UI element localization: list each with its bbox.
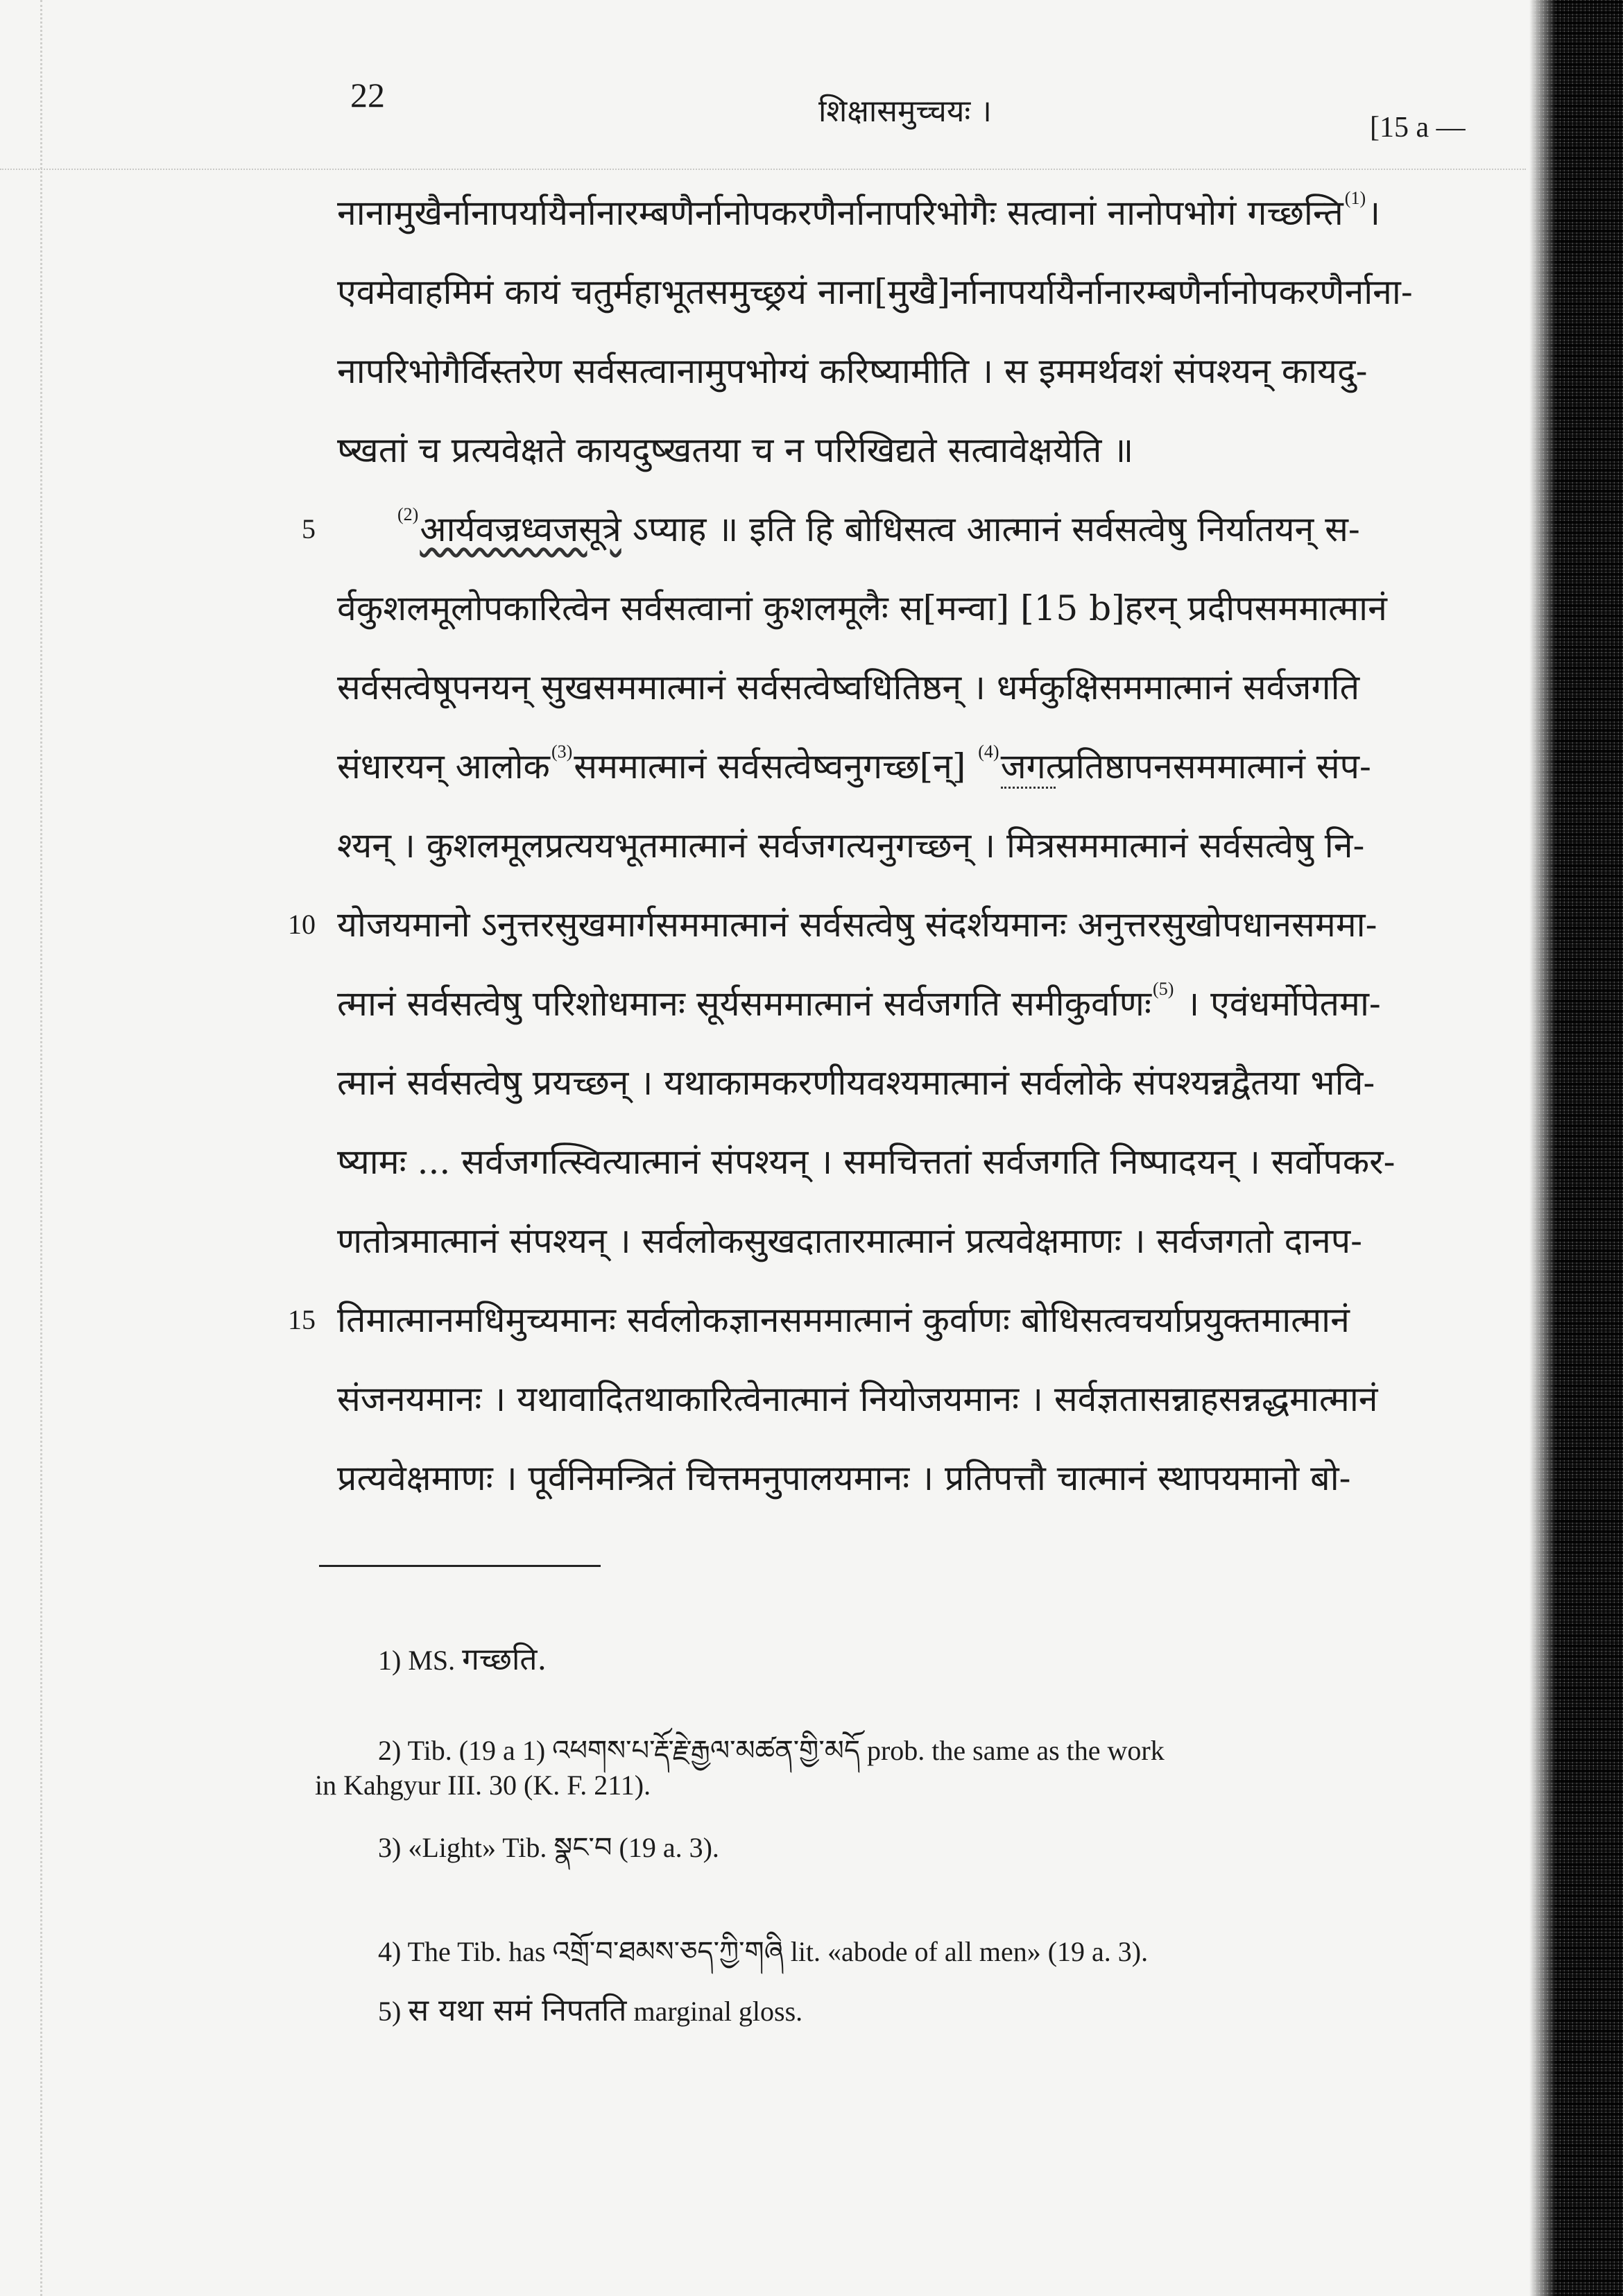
footnote-label: 2) Tib. (19 a 1) <box>378 1735 546 1766</box>
footnote-4 <box>378 1920 1148 1998</box>
footnote-label: 4) The Tib. has <box>378 1936 546 1967</box>
text-line-14 <box>337 1201 1526 1280</box>
footnote-separator <box>319 1565 601 1567</box>
text-segment: प्रतिष्ठापनसममात्मानं संप- <box>1056 746 1371 787</box>
text-segment: र्वकुशलमूलोपकारित्वेन सर्वसत्वानां कुशलमूलैः स[मन्वा] [15 b]हरन् प्रदीपसममात्मानं <box>337 588 1387 628</box>
footnote-tibetan: འཕགས་པ་རྡོ་རྗེ་རྒྱལ་མཚན་གྱི་མདོ <box>552 1735 860 1767</box>
footnote-3 <box>378 1816 719 1894</box>
text-segment: संजनयमानः । यथावादितथाकारित्वेनात्मानं नियोजयमानः । सर्वज्ञतासन्नाहसन्नद्धमात्मानं <box>337 1379 1378 1419</box>
text-segment: नापरिभोगैर्विस्तरेण सर्वसत्वानामुपभोग्यं करिष्यामीति । स इममर्थवशं संपश्यन् कायदु- <box>337 351 1368 391</box>
text-line-16 <box>337 1360 1526 1439</box>
text-line-3 <box>337 332 1526 411</box>
page-number: 22 <box>350 76 385 114</box>
scan-artifact-top-line <box>0 169 1526 170</box>
text-segment: तिमात्मानमधिमुच्यमानः सर्वलोकज्ञानसममात्मानं कुर्वाणः बोधिसत्वचर्याप्रयुक्तमात्मानं <box>337 1300 1350 1340</box>
text-segment: सर्वसत्वेषूपनयन् सुखसममात्मानं सर्वसत्वेष्वधितिष्ठन् । धर्मकुक्षिसममात्मानं सर्वजगति <box>337 667 1360 708</box>
text-segment: संधारयन् आलोक <box>337 746 550 787</box>
text-segment: ष्यामः ... सर्वजगत्स्वित्यात्मानं संपश्यन् । समचित्ततां सर्वजगति निष्पादयन् । सर्वोपकर- <box>337 1142 1396 1182</box>
footnote-ref-1: (1) <box>1344 188 1366 208</box>
scan-artifact-left-edge <box>40 0 42 2296</box>
text-line-1 <box>337 173 1526 252</box>
text-segment: त्मानं सर्वसत्वेषु परिशोधमानः सूर्यसममात्मानं सर्वजगति समीकुर्वाणः <box>337 984 1152 1024</box>
footnote-ref-3: (3) <box>551 742 573 762</box>
footnote-text: lit. «abode of all men» (19 a. 3). <box>790 1936 1149 1967</box>
footnote-ref-4: (4) <box>978 742 999 762</box>
footnote-tibetan: འགྲོ་བ་ཐམས་ཅད་ཀྱི་གཞི <box>552 1936 784 1968</box>
text-segment: श्यन् । कुशलमूलप्रत्ययभूतमात्मानं सर्वजगत्यनुगच्छन् । मित्रसममात्मानं सर्वसत्वेषु नि- <box>337 825 1365 866</box>
sutra-title: आर्यवज्रध्वजसूत्रे <box>420 509 621 549</box>
line-number-15: 15 <box>288 1304 316 1335</box>
main-text-block <box>337 173 1526 1518</box>
text-line-17 <box>337 1439 1526 1518</box>
footnote-label: 5) <box>378 1996 402 2027</box>
text-line-8 <box>337 727 1526 806</box>
text-segment: प्रत्यवेक्षमाणः । पूर्वनिमन्त्रितं चित्तमनुपालयमानः । प्रतिपत्तौ चात्मानं स्थापयमानो बो- <box>337 1458 1351 1498</box>
text-line-4 <box>337 411 1526 490</box>
footnote-1 <box>378 1637 547 1679</box>
text-line-9 <box>337 806 1526 885</box>
footnote-text: (19 a. 3). <box>619 1832 719 1863</box>
footnote-label: 1) MS. <box>378 1645 456 1676</box>
footnote-tibetan: སྣང་བ <box>553 1832 612 1864</box>
text-segment: ऽप्याह ॥ इति हि बोधिसत्व आत्मानं सर्वसत्वेषु निर्यातयन् स- <box>621 509 1360 549</box>
text-line-15 <box>337 1280 1526 1360</box>
text-segment: सममात्मानं सर्वसत्वेष्वनुगच्छ[न्] <box>574 746 977 787</box>
footnote-ref-2: (2) <box>397 504 419 524</box>
footnote-2-continuation: in Kahgyur III. 30 (K. F. 211). <box>315 1770 651 1801</box>
text-line-10 <box>337 885 1526 964</box>
text-line-11 <box>337 964 1526 1043</box>
text-line-5 <box>337 490 1526 569</box>
text-line-13 <box>337 1122 1526 1201</box>
line-number-5: 5 <box>302 513 316 545</box>
text-line-7 <box>337 648 1526 727</box>
text-line-2 <box>337 252 1526 332</box>
footnote-devanagari: गच्छति. <box>462 1642 547 1677</box>
text-segment: नानामुखैर्नानापर्यायैर्नानारम्बणैर्नानोपकरणैर्नानापरिभोगैः सत्वानां नानोपभोगं गच्छन्ति <box>337 193 1343 233</box>
footnote-ref-5: (5) <box>1153 979 1174 999</box>
text-segment: एवमेवाहमिमं कायं चतुर्महाभूतसमुच्छ्रयं नाना[मुखै]र्नानापर्यायैर्नानारम्बणैर्नानोपकरणैर्नाना- <box>337 272 1413 312</box>
text-line-12 <box>337 1043 1526 1122</box>
footnote-5 <box>378 1988 802 2030</box>
text-segment: णतोत्रमात्मानं संपश्यन् । सर्वलोकसुखदातारमात्मानं प्रत्यवेक्षमाणः । सर्वजगतो दानप- <box>337 1221 1363 1261</box>
footnote-devanagari: स यथा समं निपतति <box>408 1993 627 2028</box>
footnote-text: prob. the same as the work <box>866 1735 1165 1766</box>
text-segment: । एवंधर्मोपेतमा- <box>1175 984 1381 1024</box>
text-segment: । <box>1367 193 1381 233</box>
line-number-10: 10 <box>288 909 316 940</box>
line-number-column <box>250 173 316 1360</box>
running-title: शिक्षासमुच्चयः । <box>818 94 992 129</box>
section-reference: [15 a — <box>1370 112 1466 144</box>
marked-word: जगत् <box>1001 746 1056 789</box>
footnote-text: marginal gloss. <box>633 1996 803 2027</box>
scan-edge-shadow <box>1529 0 1623 2296</box>
text-segment: त्मानं सर्वसत्वेषु प्रयच्छन् । यथाकामकरणीयवश्यमात्मानं सर्वलोके संपश्यन्नद्वैतया भवि- <box>337 1063 1375 1103</box>
text-line-6 <box>337 569 1526 648</box>
footnote-label: 3) «Light» Tib. <box>378 1832 547 1863</box>
text-segment: ष्खतां च प्रत्यवेक्षते कायदुष्खतया च न परिखिद्यते सत्वावेक्षयेति ॥ <box>337 430 1134 470</box>
text-segment: योजयमानो ऽनुत्तरसुखमार्गसममात्मानं सर्वसत्वेषु संदर्शयमानः अनुत्तरसुखोपधानसममा- <box>337 905 1377 945</box>
